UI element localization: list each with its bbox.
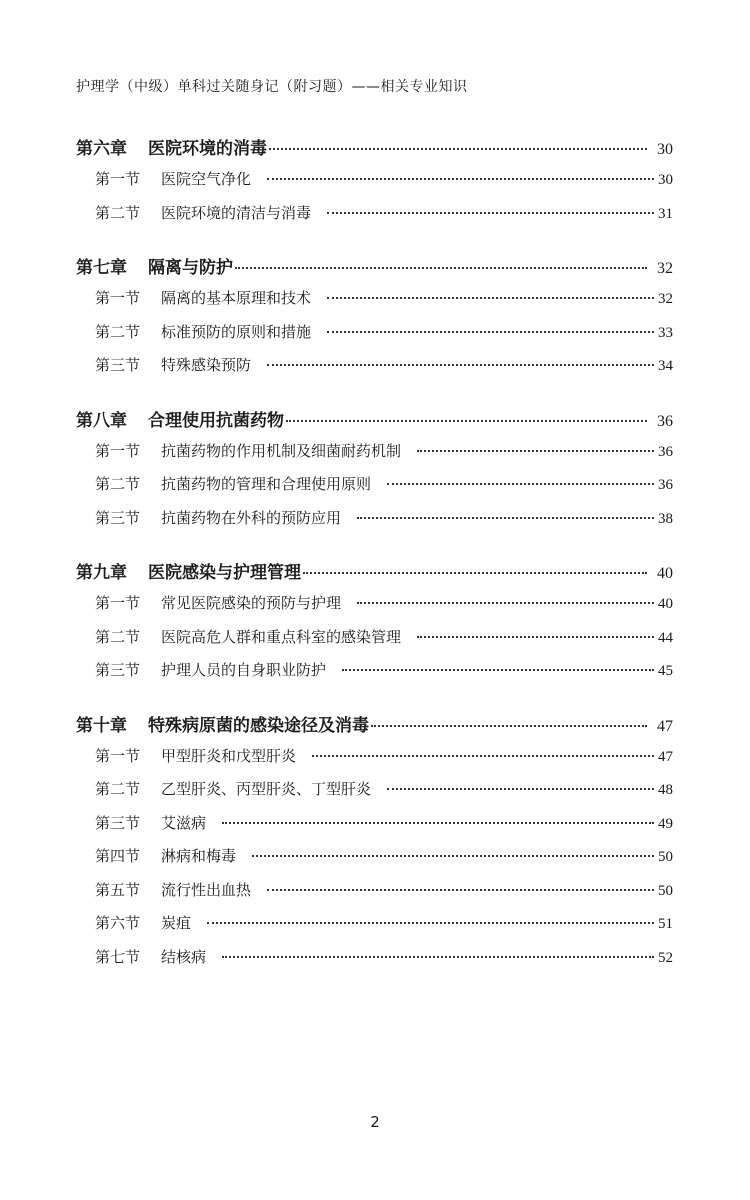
chapter-number: 第十章 <box>76 715 127 736</box>
chapter-title: 合理使用抗菌药物 <box>148 410 284 431</box>
page-number: 2 <box>370 1113 380 1131</box>
dot-leader <box>371 725 647 727</box>
section-page: 48 <box>658 782 673 798</box>
dot-leader <box>267 889 654 891</box>
chapter-number: 第六章 <box>76 139 127 159</box>
dot-leader <box>222 956 654 958</box>
section-number: 第二节 <box>95 203 141 222</box>
dot-leader <box>327 297 654 299</box>
section-number: 第一节 <box>95 746 141 765</box>
section-page: 50 <box>658 849 673 865</box>
section-entry[interactable] <box>76 745 673 779</box>
dot-leader <box>222 822 654 824</box>
dot-leader <box>303 572 647 574</box>
section-number: 第四节 <box>95 847 141 865</box>
section-entry[interactable] <box>76 592 673 626</box>
section-title: 抗菌药物的管理和合理使用原则 <box>161 475 372 493</box>
section-page: 34 <box>658 358 673 374</box>
toc-chapter <box>76 134 673 235</box>
section-entry[interactable] <box>76 626 673 660</box>
section-page: 44 <box>658 629 673 646</box>
section-title: 艾滋病 <box>161 813 207 832</box>
section-page: 33 <box>658 324 673 341</box>
dot-leader <box>235 267 647 269</box>
section-page: 31 <box>658 205 673 222</box>
section-number: 第三节 <box>95 661 141 679</box>
chapter-entry[interactable] <box>76 406 673 432</box>
section-number: 第三节 <box>95 508 141 527</box>
chapter-title: 特殊病原菌的感染途径及消毒 <box>148 715 369 736</box>
section-page: 50 <box>658 882 673 899</box>
chapter-page: 47 <box>657 717 673 735</box>
section-number: 第一节 <box>95 170 141 188</box>
chapter-entry[interactable] <box>76 711 673 737</box>
section-page: 30 <box>658 172 673 188</box>
dot-leader <box>267 178 654 180</box>
section-title: 医院环境的清洁与消毒 <box>161 203 312 222</box>
section-title: 抗菌药物的作用机制及细菌耐药机制 <box>161 441 402 460</box>
section-page: 47 <box>658 748 673 765</box>
section-number: 第一节 <box>95 441 141 460</box>
section-number: 第一节 <box>95 594 141 612</box>
section-title: 甲型肝炎和戊型肝炎 <box>161 746 297 765</box>
section-entry[interactable] <box>76 912 673 946</box>
section-page: 36 <box>658 443 673 460</box>
toc-chapter <box>76 406 673 541</box>
section-number: 第三节 <box>95 813 141 832</box>
dot-leader <box>269 148 647 150</box>
chapter-page: 32 <box>657 260 673 277</box>
section-title: 标准预防的原则和措施 <box>161 322 312 341</box>
section-entry[interactable] <box>76 778 673 812</box>
toc-chapter <box>76 558 673 693</box>
table-of-contents <box>76 134 673 997</box>
dot-leader <box>267 364 654 366</box>
section-page: 40 <box>658 596 673 612</box>
section-number: 第三节 <box>95 356 141 374</box>
dot-leader <box>327 212 654 214</box>
section-title: 抗菌药物在外科的预防应用 <box>161 508 342 527</box>
section-page: 51 <box>658 916 673 932</box>
section-title: 淋病和梅毒 <box>161 847 237 865</box>
section-entry[interactable] <box>76 168 673 202</box>
section-number: 第二节 <box>95 475 141 493</box>
dot-leader <box>417 450 654 452</box>
section-entry[interactable] <box>76 812 673 846</box>
section-title: 隔离的基本原理和技术 <box>161 289 312 307</box>
section-entry[interactable] <box>76 946 673 980</box>
section-number: 第六节 <box>95 914 141 932</box>
dot-leader <box>417 636 654 638</box>
section-title: 炭疽 <box>161 914 192 932</box>
section-entry[interactable] <box>76 354 673 388</box>
dot-leader <box>387 483 654 485</box>
dot-leader <box>342 669 654 671</box>
section-page: 36 <box>658 477 673 493</box>
toc-chapter <box>76 253 673 388</box>
section-title: 流行性出血热 <box>161 880 252 899</box>
section-title: 医院空气净化 <box>161 170 252 188</box>
dot-leader <box>312 755 654 757</box>
section-title: 护理人员的自身职业防护 <box>161 661 327 679</box>
section-page: 32 <box>658 291 673 307</box>
section-entry[interactable] <box>76 659 673 693</box>
section-title: 常见医院感染的预防与护理 <box>161 594 342 612</box>
chapter-number: 第八章 <box>76 410 127 431</box>
dot-leader <box>387 788 654 790</box>
section-number: 第二节 <box>95 627 141 646</box>
section-page: 38 <box>658 510 673 527</box>
section-number: 第二节 <box>95 780 141 798</box>
dot-leader <box>327 331 654 333</box>
section-title: 乙型肝炎、丙型肝炎、丁型肝炎 <box>161 780 372 798</box>
section-page: 45 <box>658 663 673 679</box>
section-entry[interactable] <box>76 202 673 236</box>
chapter-entry[interactable] <box>76 253 673 279</box>
section-number: 第二节 <box>95 322 141 341</box>
section-title: 结核病 <box>161 947 207 966</box>
section-entry[interactable] <box>76 321 673 355</box>
section-page: 52 <box>658 949 673 966</box>
section-page: 49 <box>658 815 673 832</box>
toc-chapter <box>76 711 673 980</box>
section-entry[interactable] <box>76 879 673 913</box>
running-header: 护理学（中级）单科过关随身记（附习题）——相关专业知识 <box>76 79 468 95</box>
chapter-title: 隔离与防护 <box>148 258 233 278</box>
chapter-page: 30 <box>657 141 673 158</box>
dot-leader <box>252 855 654 857</box>
section-title: 特殊感染预防 <box>161 356 252 374</box>
chapter-number: 第七章 <box>76 258 127 278</box>
dot-leader <box>357 602 654 604</box>
section-entry[interactable] <box>76 507 673 541</box>
dot-leader <box>286 420 647 422</box>
chapter-title: 医院环境的消毒 <box>148 139 267 159</box>
section-number: 第五节 <box>95 880 141 899</box>
section-number: 第七节 <box>95 947 141 966</box>
section-entry[interactable] <box>76 440 673 474</box>
chapter-entry[interactable] <box>76 134 673 160</box>
section-entry[interactable] <box>76 473 673 507</box>
section-number: 第一节 <box>95 289 141 307</box>
chapter-entry[interactable] <box>76 558 673 584</box>
section-entry[interactable] <box>76 845 673 879</box>
chapter-title: 医院感染与护理管理 <box>148 563 301 583</box>
chapter-page: 40 <box>657 565 673 582</box>
section-entry[interactable] <box>76 287 673 321</box>
section-title: 医院高危人群和重点科室的感染管理 <box>161 627 402 646</box>
dot-leader <box>357 517 654 519</box>
chapter-page: 36 <box>657 412 673 430</box>
dot-leader <box>207 922 654 924</box>
chapter-number: 第九章 <box>76 563 127 583</box>
